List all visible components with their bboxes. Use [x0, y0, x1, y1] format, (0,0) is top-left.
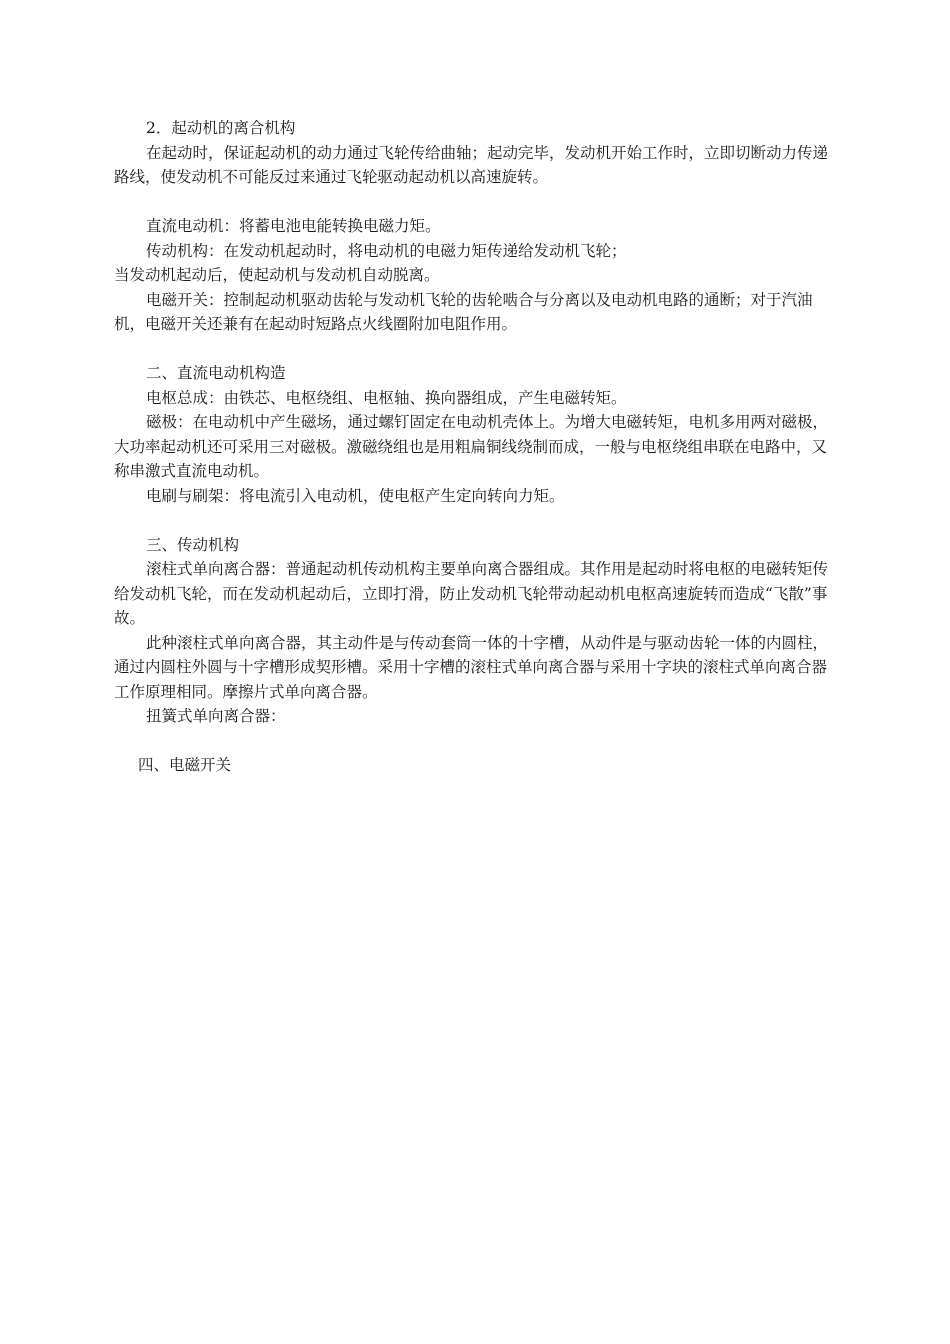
- paragraph-roller-clutch-detail: 此种滚柱式单向离合器，其主动件是与传动套筒一体的十字槽，从动件是与驱动齿轮一体的内圆柱，通过内圆柱外圆与十字槽形成契形槽。采用十字槽的滚柱式单向离合器与采用十字块的滚柱式单向离合器工作原理相同。摩擦片式单向离合器。: [114, 633, 829, 701]
- section-heading-transmission: 三、传动机构: [146, 535, 240, 554]
- paragraph-clutch-purpose: 在起动时，保证起动机的动力通过飞轮传给曲轴；起动完毕，发动机开始工作时，立即切断动力传递路线，使发动机不可能反过来通过飞轮驱动起动机以高速旋转。: [114, 143, 829, 186]
- section-heading-dc-motor: 二、直流电动机构造: [146, 364, 286, 382]
- paragraph-transmission-cont: 当发动机起动后，使起动机与发动机自动脱离。: [114, 266, 440, 284]
- paragraph-spacer: [114, 337, 838, 362]
- paragraph-dc-motor: 直流电动机：将蓄电池电能转换电磁力矩。: [146, 217, 441, 235]
- paragraph-spacer: [114, 729, 838, 754]
- document-body: [114, 116, 838, 778]
- paragraph-transmission: 传动机构：在发动机起动时，将电动机的电磁力矩传递给发动机飞轮；: [146, 241, 627, 260]
- paragraph-brush: 电刷与刷架：将电流引入电动机，使电枢产生定向转向力矩。: [146, 486, 565, 505]
- section-heading-clutch: 2．起动机的离合机构: [146, 119, 296, 137]
- paragraph-roller-clutch: 滚柱式单向离合器：普通起动机传动机构主要单向离合器组成。其作用是起动时将电枢的电磁转矩传给发动机飞轮，而在发动机起动后，立即打滑，防止发动机飞轮带动起动机电枢高速旋转而造成“飞散”事故。: [114, 560, 829, 627]
- paragraph-armature: 电枢总成：由铁芯、电枢绕组、电枢轴、换向器组成，产生电磁转矩。: [146, 388, 627, 407]
- paragraph-spacer: [114, 508, 838, 533]
- section-heading-solenoid: 四、电磁开关: [138, 756, 232, 774]
- paragraph-magnetic-pole: 磁极：在电动机中产生磁场，通过螺钉固定在电动机壳体上。为增大电磁转矩，电机多用两对磁极，大功率起动机还可采用三对磁极。激磁绕组也是用粗扁铜线绕制而成，一般与电枢绕组串联在电路中，又称串激式直流电动机。: [114, 413, 829, 480]
- paragraph-solenoid-switch: 电磁开关：控制起动机驱动齿轮与发动机飞轮的齿轮啮合与分离以及电动机电路的通断；对于汽油机，电磁开关还兼有在起动时短路点火线圈附加电阻作用。: [114, 290, 813, 333]
- paragraph-spacer: [114, 190, 838, 215]
- paragraph-spring-clutch: 扭簧式单向离合器：: [146, 707, 286, 725]
